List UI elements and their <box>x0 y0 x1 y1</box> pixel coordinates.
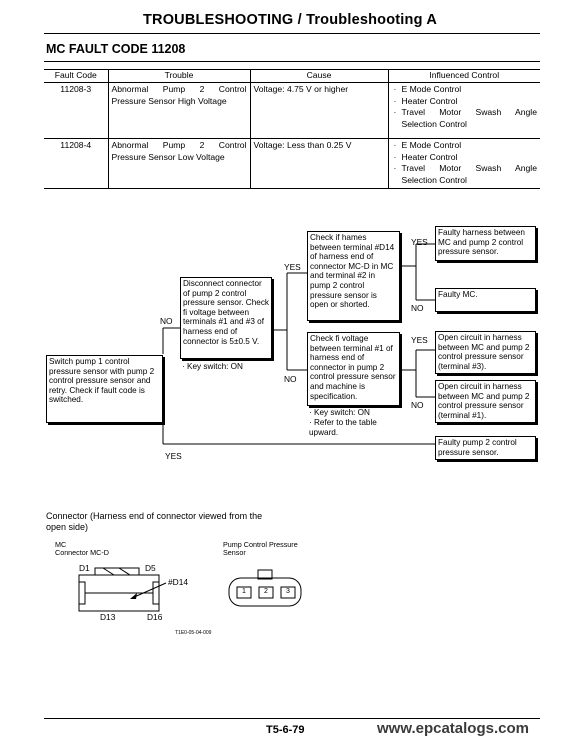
flow-disconnect-box: Disconnect connector of pump 2 control pressure sensor. Check fi voltage between terminals #1 and #3 of harness end of connector is 5±0.5 V. <box>180 277 272 359</box>
sensor-pin-1: 1 <box>242 588 246 595</box>
pin-label-d5: D5 <box>145 563 156 573</box>
flow-check-voltage-note-2: · Refer to the table upward. <box>309 418 377 437</box>
col-header-influenced-control: Influenced Control <box>388 70 540 83</box>
pin-label-d16: D16 <box>147 612 163 622</box>
label-yes: YES <box>411 335 428 345</box>
watermark: www.epcatalogs.com <box>377 720 529 737</box>
flow-check-voltage-box: Check fi voltage between terminal #1 of harness end of connector in pump 2 control pressure sensor and machine is specification. <box>307 332 400 406</box>
flow-disconnect-note: · Key switch: ON <box>182 362 243 371</box>
sensor-pin-2: 2 <box>264 588 268 595</box>
fault-code-cell: 11208-4 <box>44 139 108 189</box>
section-title: MC FAULT CODE 11208 <box>46 42 186 56</box>
trouble-line-1: Abnormal Pump 2 Control <box>111 84 247 94</box>
connector-caption-line-1: Connector (Harness end of connector viewed from the <box>46 511 263 521</box>
trouble-line-2: Pressure Sensor Low Voltage <box>111 151 225 162</box>
label-yes: YES <box>284 262 301 272</box>
col-header-fault-code: Fault Code <box>44 70 108 83</box>
footer-rule <box>44 718 540 719</box>
sensor-label-line-2: Sensor <box>223 548 246 557</box>
trouble-line-1: Abnormal Pump 2 Control <box>111 140 247 150</box>
label-no: NO <box>160 316 173 326</box>
label-no: NO <box>411 303 424 313</box>
col-header-trouble: Trouble <box>108 70 250 83</box>
result-mc-box: Faulty MC. <box>435 288 536 312</box>
influence-item: · E Mode Control <box>392 84 538 96</box>
fault-code-cell: 11208-3 <box>44 83 108 139</box>
cause-cell: Voltage: Less than 0.25 V <box>250 139 388 189</box>
result-harness-fault-box: Faulty harness between MC and pump 2 control pressure sensor. <box>435 226 536 261</box>
label-no: NO <box>284 374 297 384</box>
influence-item: · Heater Control <box>392 96 538 108</box>
influence-item: · Heater Control <box>392 152 538 164</box>
pin-label-d13: D13 <box>100 612 116 622</box>
sensor-pin-3: 3 <box>286 588 290 595</box>
label-no: NO <box>411 400 424 410</box>
label-yes: YES <box>411 237 428 247</box>
connector-caption-line-2: open side) <box>46 522 89 532</box>
result-open3-box: Open circuit in harness between MC and pump 2 control pressure sensor (terminal #3). <box>435 331 536 374</box>
page-number: T5-6-79 <box>266 724 305 736</box>
result-sensor-box: Faulty pump 2 control pressure sensor. <box>435 436 536 460</box>
col-header-cause: Cause <box>250 70 388 83</box>
sensor-label-line-1: Pump Control Pressure <box>223 540 298 549</box>
flow-check-voltage-note-1: · Key switch: ON <box>309 408 370 417</box>
influence-item: · Travel Motor Swash Angle <box>392 107 538 119</box>
influence-item: · Travel Motor Swash Angle <box>392 163 538 175</box>
label-yes: YES <box>165 451 182 461</box>
mc-label-line-2: Connector MC-D <box>55 548 109 557</box>
pin-label-d1: D1 <box>79 563 90 573</box>
cause-cell: Voltage: 4.75 V or higher <box>250 83 388 139</box>
result-open1-box: Open circuit in harness between MC and pump 2 control pressure sensor (terminal #1). <box>435 380 536 423</box>
influence-item: · E Mode Control <box>392 140 538 152</box>
page-title: TROUBLESHOOTING / Troubleshooting A <box>142 12 438 28</box>
pin-label-d14: #D14 <box>168 577 189 587</box>
influence-item-cont: Selection Control <box>401 118 467 129</box>
mc-label-line-1: MC <box>55 540 67 549</box>
figure-id: T1E0-05-04-009 <box>175 630 212 636</box>
trouble-line-2: Pressure Sensor High Voltage <box>111 95 227 106</box>
flow-start-box: Switch pump 1 control pressure sensor with pump 2 control pressure sensor and retry. Check if fault code is switched. <box>46 355 163 423</box>
flow-check-harness-box: Check if hames between terminal #D14 of harness end of connector MC-D in MC and terminal #2 in pump 2 control pressure sensor is open or shorted. <box>307 231 400 321</box>
influence-item-cont: Selection Control <box>401 174 467 185</box>
